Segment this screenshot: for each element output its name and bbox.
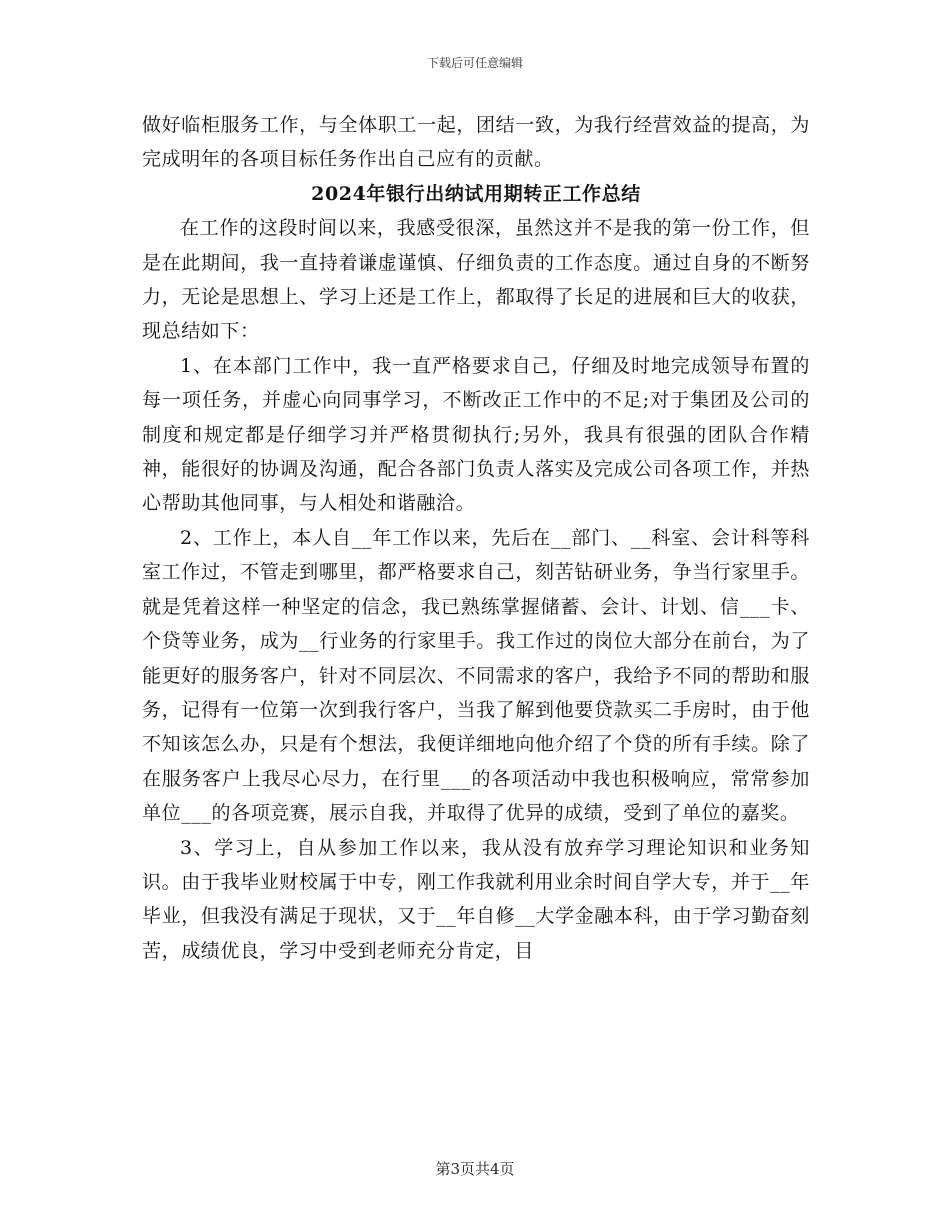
- document-title: 2024年银行出纳试用期转正工作总结: [311, 182, 641, 205]
- lead-paragraph: 做好临柜服务工作，与全体职工一起，团结一致，为我行经营效益的提高，为完成明年的各项目标任务作出自己应有的贡献。: [142, 114, 810, 171]
- page-number: 第3页共4页: [435, 1160, 515, 1178]
- paragraph-point-2: 2、工作上，本人自__年工作以来，先后在__部门、__科室、会计科等科室工作过，不管走到哪里，都严格要求自己，刻苦钻研业务，争当行家里手。就是凭着这样一种坚定的信念，我已熟练掌握储蓄、会计、计划、信___卡、个贷等业务，成为__行业务的行家里手。我工作过的岗位大部分在前台，为了能更好的服务客户，针对不同层次、不同需求的客户，我给予不同的帮助和服务，记得有一位第一次到我行客户，当我了解到他要贷款买二手房时，由于他不知该怎么办，只是有个想法，我便详细地向他介绍了个贷的所有手续。除了在服务客户上我尽心尽力，在行里___的各项活动中我也积极响应，常常参加单位___的各项竞赛，展示自我，并取得了优异的成绩，受到了单位的嘉奖。: [142, 526, 810, 825]
- document-body: [142, 108, 810, 968]
- page-header: 下载后可任意编辑: [426, 56, 523, 70]
- paragraph-point-1: 1、在本部门工作中，我一直严格要求自己，仔细及时地完成领导布置的每一项任务，并虚心向同事学习，不断改正工作中的不足;对于集团及公司的制度和规定都是仔细学习并严格贯彻执行;另外，我具有很强的团队合作精神，能很好的协调及沟通，配合各部门负责人落实及完成公司各项工作，并热心帮助其他同事，与人相处和谐融洽。: [142, 354, 810, 515]
- paragraph-point-3: 3、学习上，自从参加工作以来，我从没有放弃学习理论知识和业务知识。由于我毕业财校属于中专，刚工作我就利用业余时间自学大专，并于__年毕业，但我没有满足于现状，又于__年自修__大学金融本科，由于学习勤奋刻苦，成绩优良，学习中受到老师充分肯定，目: [142, 836, 810, 962]
- paragraph-intro: 在工作的这段时间以来，我感受很深，虽然这并不是我的第一份工作，但是在此期间，我一直持着谦虚谨慎、仔细负责的工作态度。通过自身的不断努力，无论是思想上、学习上还是工作上，都取得了长足的进展和巨大的收获，现总结如下：: [142, 217, 810, 343]
